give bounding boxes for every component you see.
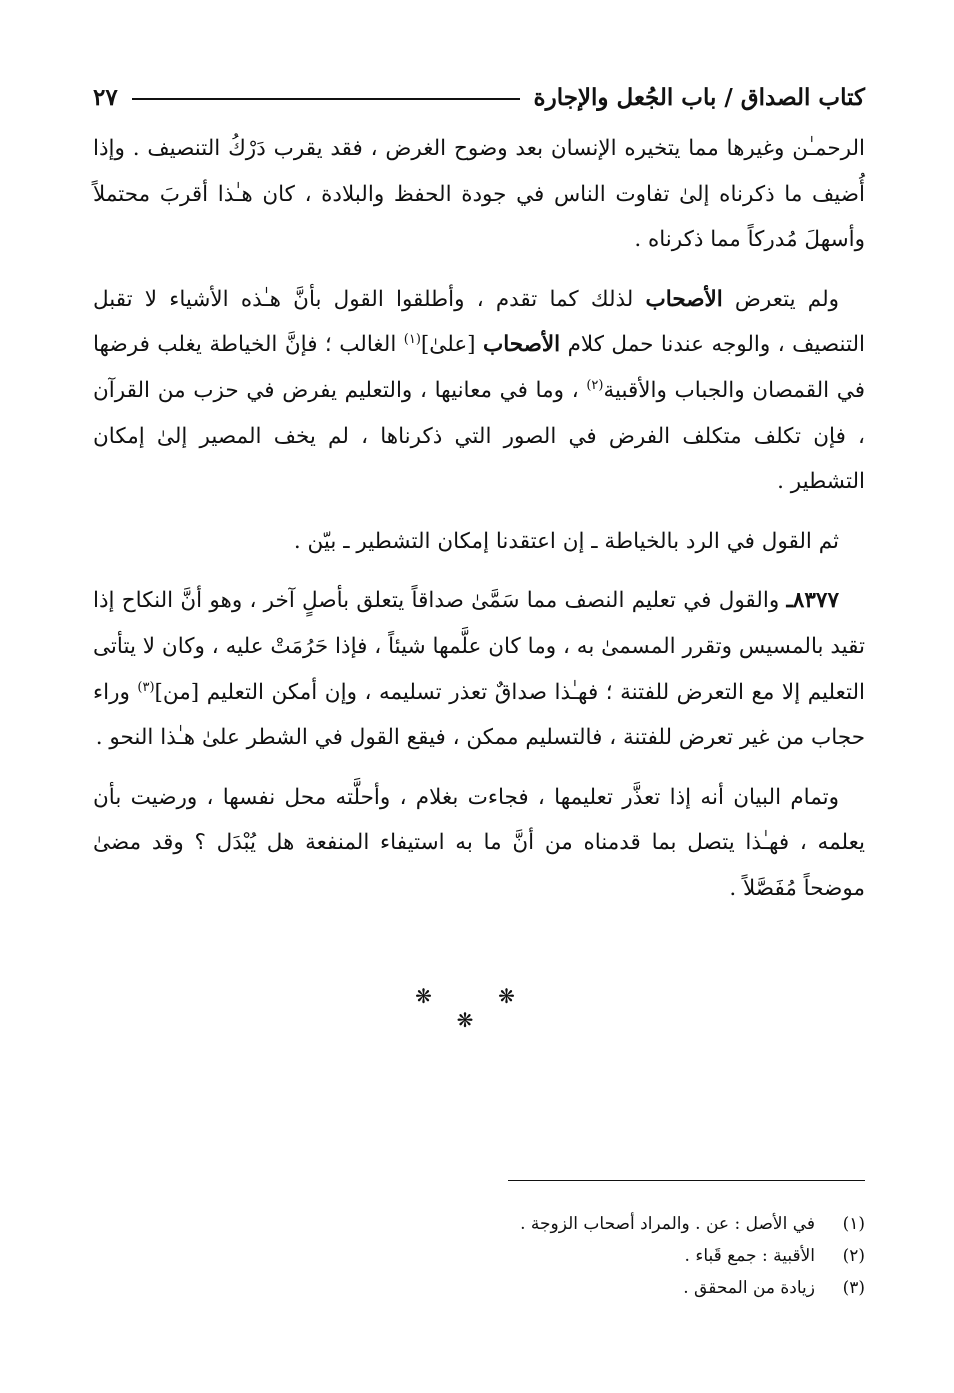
- footnote-3: [93, 1272, 865, 1304]
- footnote-2: [93, 1240, 865, 1272]
- footnotes: [93, 1208, 865, 1304]
- footnote-text: زيادة من المحقق .: [683, 1278, 815, 1298]
- section-number: ٨٣٧٧ـ: [786, 588, 839, 614]
- footnote-number: (١): [842, 1214, 865, 1234]
- footnote-text: في الأصل : عن . والمراد أصحاب الزوجة .: [520, 1214, 815, 1234]
- bold-term: الأصحاب: [645, 286, 723, 312]
- bold-term: الأصحاب: [482, 332, 561, 358]
- paragraph-2: ولم يتعرض الأصحاب لذلك كما تقدم ، وأطلقوا القول بأنَّ هـٰذه الأشياء لا تقبل التنصيف ، والوجه عندنا حمل كلام الأصحاب [علىٰ]$^{(١)}$ الغالب ؛ فإنَّ الخياطة يغلب فرضها في القمصان والجباب والأقبية$^{(٢)}$ ، وما في معانيها ، والتعليم يفرض في حزب من القرآن ، فإن تكلف متكلف الفرض في الصور التي ذكرناها ، لم يخف المصير إلىٰ إمكان التشطير .: [93, 286, 865, 495]
- footnote-number: (٢): [842, 1246, 865, 1266]
- page-number: ٢٧: [93, 83, 118, 111]
- footnote-number: (٣): [842, 1278, 865, 1298]
- paragraph-4: ٨٣٧٧ـ والقول في تعليم النصف مما سَمَّىٰ صداقاً يتعلق بأصلٍ آخر ، وهو أنَّ النكاح إذا تقيد بالمسيس وتقرر المسمىٰ به ، وما كان علَّمها شيئاً ، فإذا حَرُمَتْ عليه ، وكان لا يتأتى التعليم إلا مع التعرض للفتنة ؛ فهـٰذا صداقٌ تعذر تسليمه ، وإن أمكن التعليم [من]$^{(٣)}$ وراء حجاب من غير تعرض للفتنة ، فالتسليم ممكن ، فيقع القول في الشطر علىٰ هـٰذا النحو .: [93, 588, 865, 751]
- section-separator: ❋ ❋ ❋: [415, 984, 545, 1032]
- footnote-ref-2[interactable]: (٢): [586, 377, 604, 393]
- paragraph-1: الرحمـٰن وغيرها مما يتخيره الإنسان بعد وضوح الغرض ، فقد يقرب دَرْكُ التنصيف . وإذا أُضيف ما ذكرناه إلىٰ تفاوت الناس في جودة الحفظ والبلادة ، كان هـٰذا أقربَ محتملاً وأسهلَ مُدركاً مما ذكرناه .: [93, 136, 865, 253]
- footnote-1: [93, 1208, 865, 1240]
- main-text: [93, 126, 865, 912]
- footnote-ref-1[interactable]: (١): [403, 332, 421, 348]
- footnote-ref-3[interactable]: (٣): [137, 679, 155, 695]
- chapter-title: كتاب الصداق / باب الجُعل والإجارة: [533, 83, 865, 111]
- paragraph-5: وتمام البيان أنه إذا تعذَّر تعليمها ، فجاءت بغلام ، وأحلَّته محل نفسها ، ورضيت بأن يعلمه ، فهـٰذا يتصل بما قدمناه من أنَّ ما به استيفاء المنفعة هل يُبْدَل ؟ وقد مضىٰ موضحاً مُفَصَّلاً .: [93, 784, 865, 901]
- header-rule: [132, 98, 520, 100]
- footnote-rule: [508, 1180, 865, 1181]
- running-header: [93, 80, 865, 114]
- footnote-text: الأقبية : جمع قَباء .: [684, 1246, 815, 1266]
- paragraph-3: ثم القول في الرد بالخياطة ـ إن اعتقدنا إمكان التشطير ـ بيّن .: [293, 528, 839, 554]
